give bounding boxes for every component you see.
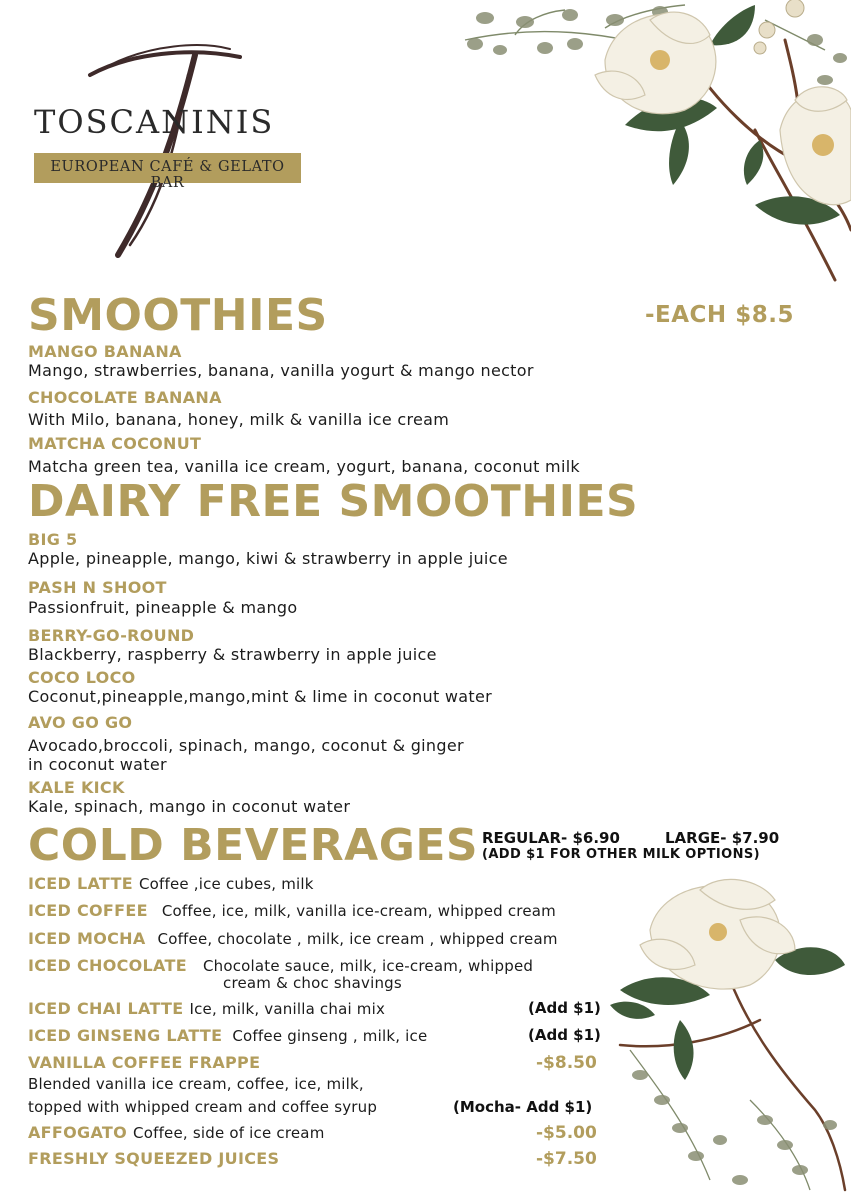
smoothies-price: -EACH $8.5 [645, 302, 794, 328]
magnolia-top-decoration [455, 0, 851, 290]
item-desc-continued: in coconut water [28, 755, 167, 774]
menu-row [28, 1149, 279, 1168]
menu-row [28, 1026, 427, 1045]
item-name: KALE KICK [28, 778, 125, 797]
item-desc: Matcha green tea, vanilla ice cream, yogurt, banana, coconut milk [28, 457, 580, 476]
item-price: -$8.50 [536, 1053, 597, 1073]
item-desc: Coffee, side of ice cream [133, 1124, 325, 1142]
item-name: ICED GINSENG LATTE [28, 1026, 223, 1045]
item-desc: Mango, strawberries, banana, vanilla yogurt & mango nector [28, 361, 534, 380]
item-desc: Coffee, ice, milk, vanilla ice-cream, whipped cream [161, 902, 556, 920]
item-desc: Kale, spinach, mango in coconut water [28, 797, 351, 816]
logo-name: TOSCANINIS [34, 103, 275, 141]
menu-row [28, 874, 314, 893]
item-desc: Avocado,broccoli, spinach, mango, coconut & ginger [28, 736, 464, 755]
menu-row [28, 999, 385, 1018]
item-name: ICED LATTE [28, 874, 133, 893]
menu-row [28, 901, 556, 920]
item-name: COCO LOCO [28, 668, 136, 687]
milk-options-note: (ADD $1 FOR OTHER MILK OPTIONS) [482, 847, 760, 862]
add-price-note: (Mocha- Add $1) [453, 1098, 593, 1116]
item-desc: Ice, milk, vanilla chai mix [189, 1000, 386, 1018]
item-name: BERRY-GO-ROUND [28, 626, 195, 645]
item-name: BIG 5 [28, 530, 78, 549]
item-desc: Coffee ,ice cubes, milk [138, 875, 314, 893]
smoothies-title: SMOOTHIES [28, 290, 328, 341]
item-desc-continued: cream & choc shavings [223, 974, 402, 992]
toscaninis-logo [30, 35, 310, 265]
item-desc: Coffee, chocolate , milk, ice cream , whipped cream [157, 930, 558, 948]
item-desc-continued: topped with whipped cream and coffee syrup [28, 1098, 378, 1116]
item-name: VANILLA COFFEE FRAPPE [28, 1053, 261, 1072]
item-desc: Coffee ginseng , milk, ice [232, 1027, 428, 1045]
logo-tagline: EUROPEAN CAFÉ & GELATO BAR [50, 159, 285, 191]
add-price-note: (Add $1) [528, 999, 601, 1017]
dairy-free-title: DAIRY FREE SMOOTHIES [28, 476, 639, 527]
item-name: AVO GO GO [28, 713, 133, 732]
item-name: ICED CHAI LATTE [28, 999, 184, 1018]
large-price: LARGE- $7.90 [665, 829, 780, 847]
item-name: ICED CHOCOLATE [28, 956, 187, 975]
item-desc: Blended vanilla ice cream, coffee, ice, milk, [28, 1075, 364, 1093]
item-desc: Passionfruit, pineapple & mango [28, 598, 298, 617]
item-name: CHOCOLATE BANANA [28, 388, 222, 407]
item-name: ICED MOCHA [28, 929, 146, 948]
menu-row [28, 1053, 260, 1072]
item-desc: With Milo, banana, honey, milk & vanilla ice cream [28, 410, 450, 429]
menu-row [28, 1123, 325, 1142]
logo-tagline-band [34, 153, 301, 191]
logo-brushstroke [30, 35, 310, 265]
item-name: PASH N SHOOT [28, 578, 167, 597]
regular-price: REGULAR- $6.90 [482, 829, 620, 847]
cold-beverages-title: COLD BEVERAGES [28, 820, 479, 871]
item-desc: Chocolate sauce, milk, ice-cream, whipped [202, 957, 534, 975]
item-name: AFFOGATO [28, 1123, 128, 1142]
item-name: ICED COFFEE [28, 901, 148, 920]
menu-row [28, 956, 533, 975]
item-name: FRESHLY SQUEEZED JUICES [28, 1149, 280, 1168]
menu-row [28, 929, 558, 948]
item-desc: Coconut,pineapple,mango,mint & lime in coconut water [28, 687, 492, 706]
add-price-note: (Add $1) [528, 1026, 601, 1044]
item-name: MATCHA COCONUT [28, 434, 202, 453]
item-price: -$7.50 [536, 1149, 597, 1169]
item-price: -$5.00 [536, 1123, 597, 1143]
magnolia-bottom-decoration [600, 870, 851, 1200]
item-name: MANGO BANANA [28, 342, 182, 361]
item-desc: Apple, pineapple, mango, kiwi & strawberry in apple juice [28, 549, 508, 568]
item-desc: Blackberry, raspberry & strawberry in apple juice [28, 645, 437, 664]
